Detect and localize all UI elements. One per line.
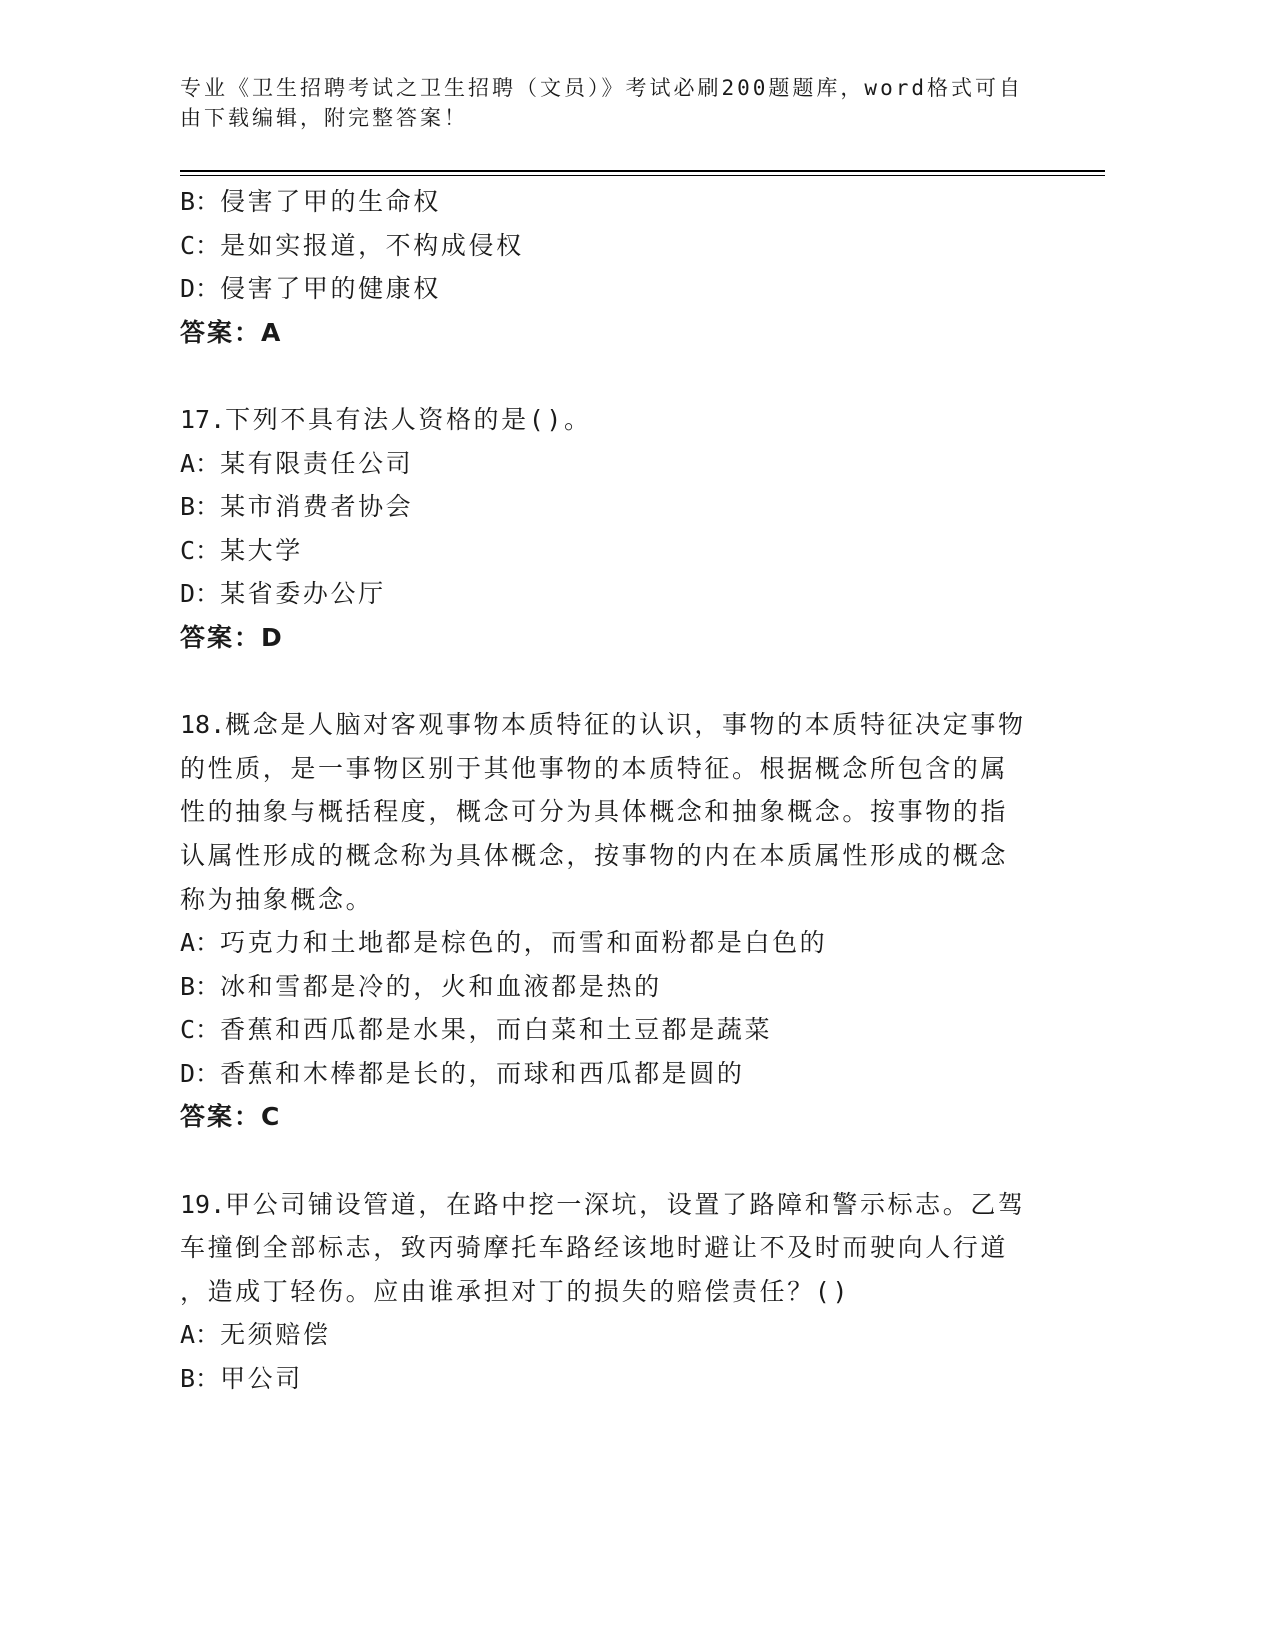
answer-value: D: [261, 622, 284, 652]
option-a: [180, 1313, 1120, 1357]
answer-label: 答案：: [180, 1102, 262, 1132]
answer-value: A: [261, 317, 283, 347]
question-list: [180, 180, 1120, 1444]
question-number: 18.: [180, 710, 226, 740]
question-stem-line: ，造成丁轻伤。应由谁承担对丁的损失的赔偿责任？(): [180, 1276, 851, 1306]
question-stem-line: [180, 1183, 1120, 1227]
question-stem-line: [180, 703, 1120, 747]
option-key: B：: [180, 187, 221, 216]
option-text: 某有限责任公司: [220, 448, 414, 478]
option-b: [180, 1357, 1120, 1401]
question-block-19: [180, 1183, 1120, 1401]
answer-line: [180, 311, 1120, 355]
option-c: [180, 1008, 1120, 1052]
question-stem-text: 甲公司铺设管道，在路中挖一深坑，设置了路障和警示标志。乙驾: [225, 1189, 1026, 1219]
option-key: C：: [180, 1015, 221, 1045]
option-text: 某省委办公厅: [220, 579, 386, 609]
option-key: A：: [180, 448, 221, 478]
question-number: 19.: [180, 1189, 226, 1219]
question-stem-line: 认属性形成的概念称为具体概念，按事物的内在本质属性形成的概念: [180, 840, 1009, 870]
option-text: 香蕉和木棒都是长的，而球和西瓜都是圆的: [220, 1058, 745, 1088]
option-text: 侵害了甲的健康权: [220, 274, 441, 304]
question-block-18: [180, 703, 1120, 1139]
question-block-continued: [180, 180, 1120, 354]
option-a: [180, 442, 1120, 486]
option-text: 甲公司: [220, 1364, 303, 1394]
question-block-17: [180, 398, 1120, 660]
option-text: 某大学: [220, 535, 303, 565]
answer-value: C: [261, 1102, 282, 1132]
question-stem-line: [180, 398, 1120, 442]
option-text: 侵害了甲的生命权: [220, 187, 441, 216]
answer-line: [180, 1095, 1120, 1139]
header-double-rule: [180, 170, 1105, 176]
option-b: [180, 180, 1120, 224]
option-key: C：: [180, 535, 221, 565]
option-key: C：: [180, 230, 221, 260]
option-b: [180, 485, 1120, 529]
header-title-line: 专业《卫生招聘考试之卫生招聘（文员）》考试必刷200题题库，word格式可自: [180, 76, 1023, 100]
option-key: B：: [180, 1364, 221, 1394]
question-stem-line: 的性质，是一事物区别于其他事物的本质特征。根据概念所包含的属: [180, 753, 1009, 783]
option-key: D：: [180, 1058, 221, 1088]
question-stem-line: 称为抽象概念。: [180, 884, 374, 914]
option-d: [180, 572, 1120, 616]
option-text: 是如实报道，不构成侵权: [220, 230, 524, 260]
option-key: B：: [180, 971, 221, 1001]
option-text: 巧克力和土地都是棕色的，而雪和面粉都是白色的: [220, 928, 828, 958]
option-c: [180, 529, 1120, 573]
option-text: 冰和雪都是冷的，火和血液都是热的: [220, 971, 662, 1001]
option-d: [180, 1052, 1120, 1096]
answer-label: 答案：: [180, 622, 262, 652]
option-text: 香蕉和西瓜都是水果，而白菜和土豆都是蔬菜: [220, 1015, 773, 1045]
option-key: A：: [180, 1320, 221, 1350]
option-a: [180, 921, 1120, 965]
question-stem-line: 车撞倒全部标志，致丙骑摩托车路经该地时避让不及时而驶向人行道: [180, 1233, 1009, 1263]
option-key: D：: [180, 274, 221, 304]
page-header: [180, 73, 1100, 133]
answer-label: 答案：: [180, 317, 262, 347]
question-number: 17.: [180, 404, 226, 434]
option-key: B：: [180, 492, 221, 522]
answer-line: [180, 616, 1120, 660]
option-b: [180, 965, 1120, 1009]
option-key: D：: [180, 579, 221, 609]
option-d: [180, 267, 1120, 311]
option-key: A：: [180, 928, 221, 958]
question-stem-line: 性的抽象与概括程度，概念可分为具体概念和抽象概念。按事物的指: [180, 797, 1009, 827]
question-stem-text: 概念是人脑对客观事物本质特征的认识，事物的本质特征决定事物: [225, 710, 1026, 740]
option-text: 无须赔偿: [220, 1320, 331, 1350]
option-c: [180, 224, 1120, 268]
header-title-line: 由下载编辑，附完整答案！: [180, 106, 468, 130]
question-stem-text: 下列不具有法人资格的是()。: [225, 404, 592, 434]
option-text: 某市消费者协会: [220, 492, 414, 522]
